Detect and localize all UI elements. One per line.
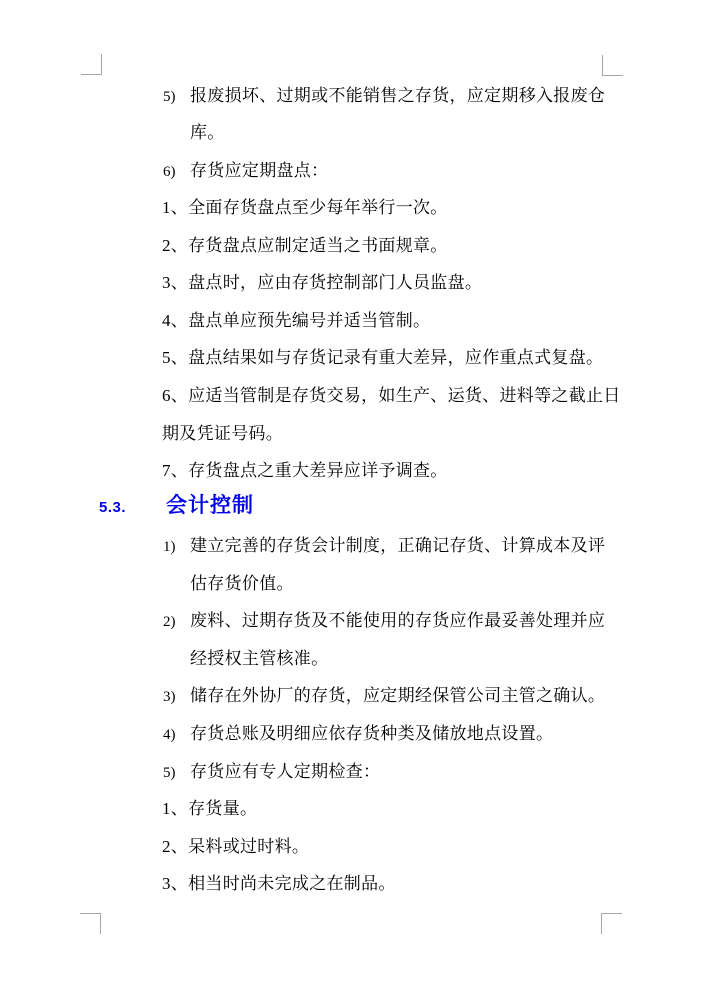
acct-item-5 xyxy=(163,760,380,785)
item-number: 3) xyxy=(163,689,176,706)
count-rule-2: 2、存货盘点应制定适当之书面规章。 xyxy=(162,235,448,255)
acct-item-2-continuation: 经授权主管核准。 xyxy=(190,648,329,668)
acct-item-4 xyxy=(163,722,553,747)
item-number: 4) xyxy=(163,726,176,743)
item-number: 5) xyxy=(163,88,176,105)
text-boundary-mark-bottom-right xyxy=(601,913,622,934)
text-boundary-mark-top-right xyxy=(602,55,623,76)
item-text: 建立完善的存货会计制度，正确记存货、计算成本及评 xyxy=(190,536,606,556)
count-rule-5: 5、盘点结果如与存货记录有重大差异，应作重点式复盘。 xyxy=(162,348,604,368)
item-text: 存货应定期盘点： xyxy=(190,160,329,180)
count-rule-7: 7、存货盘点之重大差异应详予调查。 xyxy=(162,461,448,480)
numbered-item-5 xyxy=(163,84,605,109)
acct-item-1-continuation: 估存货价值。 xyxy=(190,573,294,593)
section-heading-number: 5.3. xyxy=(99,499,127,516)
count-rule-4: 4、盘点单应预先编号并适当管制。 xyxy=(162,310,431,330)
item-number: 2) xyxy=(163,614,176,631)
count-rule-3: 3、盘点时，应由存货控制部门人员监盘。 xyxy=(162,273,483,293)
text-boundary-mark-bottom-left xyxy=(80,913,101,934)
numbered-item-6 xyxy=(163,159,328,184)
item-text: 废料、过期存货及不能使用的存货应作最妥善处理并应 xyxy=(190,611,606,631)
count-rule-1: 1、全面存货盘点至少每年举行一次。 xyxy=(162,198,448,218)
item-text: 存货总账及明细应依存货种类及储放地点设置。 xyxy=(190,723,554,743)
acct-item-2 xyxy=(163,609,605,634)
check-rule-2: 2、呆料或过时料。 xyxy=(162,836,310,856)
count-rule-6-continuation: 期及凭证号码。 xyxy=(162,423,284,443)
text-boundary-mark-top-left xyxy=(81,54,102,75)
item-text: 报废损坏、过期或不能销售之存货，应定期移入报废仓 xyxy=(190,85,606,105)
item-text: 存货应有专人定期检查： xyxy=(190,761,381,781)
item-number: 6) xyxy=(163,163,176,180)
item-number: 1) xyxy=(163,539,176,556)
numbered-item-5-continuation: 库。 xyxy=(190,123,225,143)
acct-item-3 xyxy=(163,684,605,709)
item-number: 5) xyxy=(163,764,176,781)
check-rule-1: 1、存货量。 xyxy=(162,799,258,818)
item-text: 储存在外协厂的存货，应定期经保管公司主管之确认。 xyxy=(190,686,606,706)
section-heading-title: 会计控制 xyxy=(166,493,254,517)
count-rule-6: 6、应适当管制是存货交易，如生产、运货、进料等之截止日 xyxy=(162,385,621,405)
acct-item-1 xyxy=(163,534,605,559)
check-rule-3: 3、相当时尚未完成之在制品。 xyxy=(162,874,396,894)
